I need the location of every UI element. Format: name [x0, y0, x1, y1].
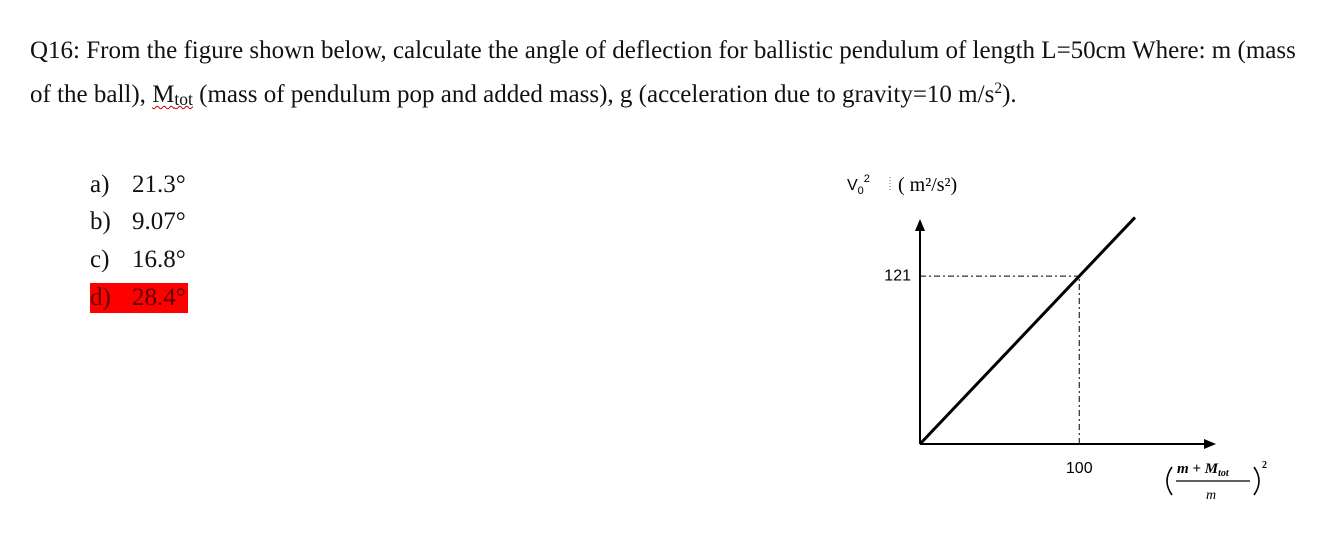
mtot-symbol: Mtot	[152, 81, 193, 109]
y-tick-label: 121	[884, 267, 911, 285]
question-number: Q16:	[30, 37, 80, 64]
x-label-exponent: 2	[1262, 460, 1267, 471]
y-axis-label-units: ( m²/s²)	[898, 174, 958, 196]
y-axis-arrow	[915, 219, 925, 231]
option-a[interactable]: a) 21.3°	[90, 171, 186, 198]
x-axis-label	[1167, 460, 1267, 503]
option-d[interactable]: d) 28.4°	[90, 284, 186, 311]
x-label-numerator: $m + M_{tot}$	[1177, 461, 1229, 479]
x-label-denominator: m	[1206, 488, 1217, 503]
left-paren	[1167, 467, 1172, 495]
x-axis-arrow	[1204, 439, 1216, 449]
question-superscript: 2	[994, 80, 1003, 97]
series-line	[920, 217, 1135, 444]
question-body-3: ).	[1002, 81, 1017, 108]
option-b[interactable]: b) 9.07°	[90, 208, 186, 235]
question-body-1: From the figure shown below, calculate the angle of deflection for ballistic pendulum of length L=50cm Where: m (mass of the ball),	[30, 37, 1296, 108]
x-tick-label: 100	[1065, 460, 1093, 477]
y-axis-label-symbol: $V_0^2$	[847, 173, 870, 197]
right-paren	[1254, 467, 1259, 495]
option-c[interactable]: c) 16.8°	[90, 246, 186, 273]
question-body-2: (mass of pendulum pop and added mass), g (acceleration due to gravity=10 m/s	[192, 81, 995, 108]
